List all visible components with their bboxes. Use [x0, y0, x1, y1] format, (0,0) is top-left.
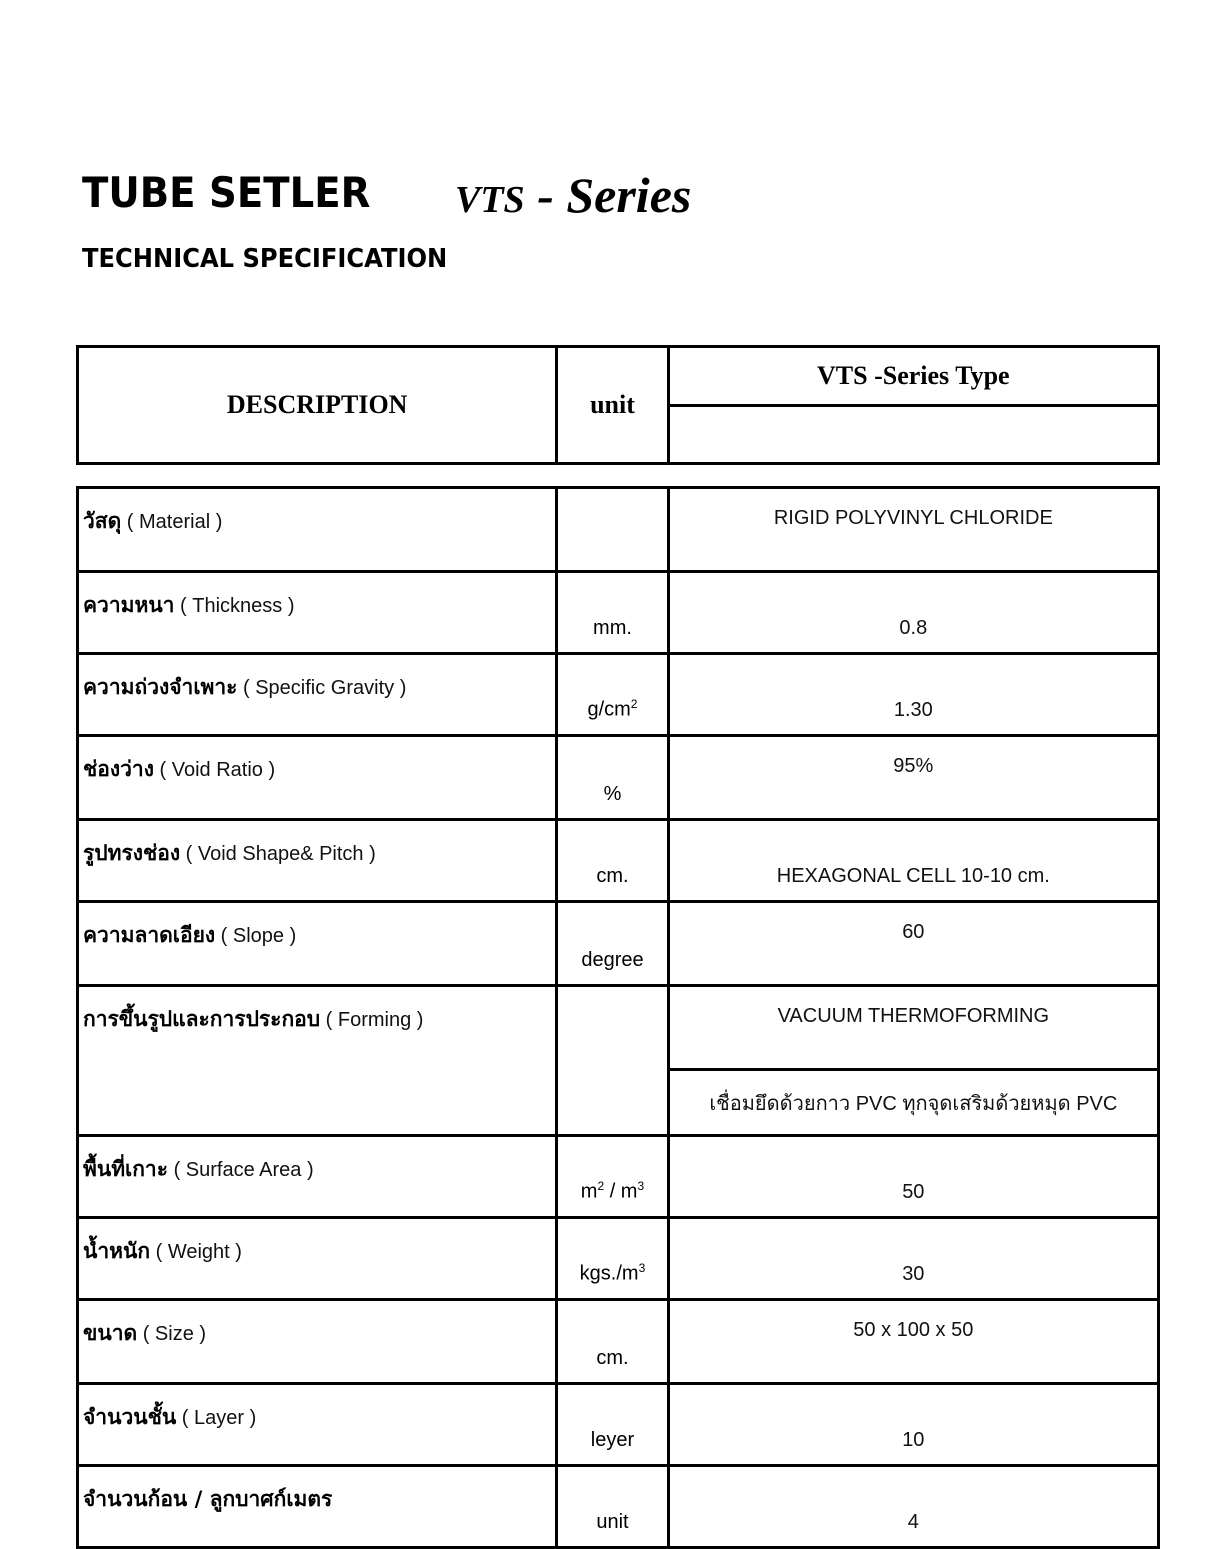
row-description — [78, 1300, 557, 1384]
desc-eng: ( Material ) — [121, 511, 223, 533]
row-unit: leyer — [557, 1384, 668, 1466]
header-type-blank — [668, 406, 1158, 464]
row-value: 10 — [668, 1384, 1158, 1466]
table-row — [78, 736, 1159, 820]
table-row — [78, 654, 1159, 736]
row-description — [78, 902, 557, 986]
unit-base: m — [580, 1181, 598, 1203]
unit-exponent: 2 — [597, 1179, 605, 1194]
row-value: 4 — [668, 1466, 1158, 1548]
desc-thai: วัสดุ — [83, 509, 122, 533]
desc-eng: ( Specific Gravity ) — [237, 677, 407, 699]
page-title: TUBE SETLER — [82, 168, 371, 217]
table-row — [78, 902, 1159, 986]
desc-thai: ช่องว่าง — [83, 757, 154, 781]
row-value: 0.8 — [668, 572, 1158, 654]
desc-eng: ( Size ) — [137, 1323, 207, 1345]
row-description — [78, 986, 557, 1136]
row-description — [78, 1466, 557, 1548]
desc-thai: จำนวนชั้น — [83, 1405, 177, 1429]
row-value: 30 — [668, 1218, 1158, 1300]
desc-eng: ( Slope ) — [215, 925, 297, 947]
desc-thai: น้ำหนัก — [83, 1239, 151, 1263]
desc-thai: ขนาด — [83, 1321, 138, 1345]
row-value: 95% — [668, 736, 1158, 820]
row-description — [78, 820, 557, 902]
row-unit — [557, 488, 668, 572]
table-row — [78, 572, 1159, 654]
row-value: HEXAGONAL CELL 10-10 cm. — [668, 820, 1158, 902]
row-unit — [557, 654, 668, 736]
desc-thai: ความหนา — [83, 593, 175, 617]
header-unit: unit — [557, 347, 668, 464]
table-row — [78, 1300, 1159, 1384]
table-row — [78, 986, 1159, 1070]
row-description — [78, 1218, 557, 1300]
desc-thai: การขึ้นรูปและการประกอบ — [83, 1007, 321, 1031]
unit-exponent: 3 — [638, 1261, 646, 1276]
row-value-secondary: เชื่อมยึดด้วยกาว PVC ทุกจุดเสริมด้วยหมุด PVC — [668, 1070, 1158, 1136]
unit-exponent: 3 — [637, 1179, 645, 1194]
unit-exponent: 2 — [630, 697, 638, 712]
desc-eng: ( Layer ) — [176, 1407, 257, 1429]
desc-thai: จำนวนก้อน / ลูกบาศก์เมตร — [83, 1487, 333, 1511]
row-value: 1.30 — [668, 654, 1158, 736]
page-subtitle: TECHNICAL SPECIFICATION — [82, 244, 448, 274]
row-value: VACUUM THERMOFORMING — [668, 986, 1158, 1070]
header-type: VTS -Series Type — [668, 347, 1158, 406]
row-unit: degree — [557, 902, 668, 986]
row-unit — [557, 1136, 668, 1218]
unit-separator: / m — [604, 1181, 638, 1203]
table-row — [78, 488, 1159, 572]
table-row — [78, 1218, 1159, 1300]
series-vts: VTS — [455, 179, 525, 221]
row-description — [78, 572, 557, 654]
unit-base: g/cm — [587, 699, 631, 721]
unit-base: kgs./m — [579, 1263, 639, 1285]
row-unit: cm. — [557, 820, 668, 902]
row-value: RIGID POLYVINYL CHLORIDE — [668, 488, 1158, 572]
row-unit: cm. — [557, 1300, 668, 1384]
spec-header-table — [76, 345, 1160, 465]
row-description — [78, 654, 557, 736]
row-value: 60 — [668, 902, 1158, 986]
row-unit: mm. — [557, 572, 668, 654]
row-unit — [557, 1218, 668, 1300]
row-unit: % — [557, 736, 668, 820]
row-description — [78, 1384, 557, 1466]
row-description — [78, 1136, 557, 1218]
desc-eng: ( Surface Area ) — [168, 1159, 314, 1181]
desc-thai: ความถ่วงจำเพาะ — [83, 675, 238, 699]
row-unit — [557, 986, 668, 1136]
table-row — [78, 1384, 1159, 1466]
row-description — [78, 736, 557, 820]
header-description: DESCRIPTION — [78, 347, 557, 464]
desc-thai: ความลาดเอียง — [83, 923, 216, 947]
desc-thai: พื้นที่เกาะ — [83, 1157, 169, 1181]
desc-eng: ( Thickness ) — [174, 595, 295, 617]
table-row — [78, 820, 1159, 902]
row-description — [78, 488, 557, 572]
desc-eng: ( Void Ratio ) — [153, 759, 276, 781]
desc-eng: ( Weight ) — [150, 1241, 242, 1263]
row-value: 50 — [668, 1136, 1158, 1218]
series-title — [455, 166, 691, 224]
series-suffix: - Series — [524, 167, 692, 223]
spec-table — [76, 486, 1160, 1549]
desc-eng: ( Void Shape& Pitch ) — [180, 843, 376, 865]
table-row — [78, 1466, 1159, 1548]
table-row — [78, 1136, 1159, 1218]
desc-eng: ( Forming ) — [320, 1009, 424, 1031]
row-value: 50 x 100 x 50 — [668, 1300, 1158, 1384]
row-unit: unit — [557, 1466, 668, 1548]
desc-thai: รูปทรงช่อง — [83, 841, 181, 865]
